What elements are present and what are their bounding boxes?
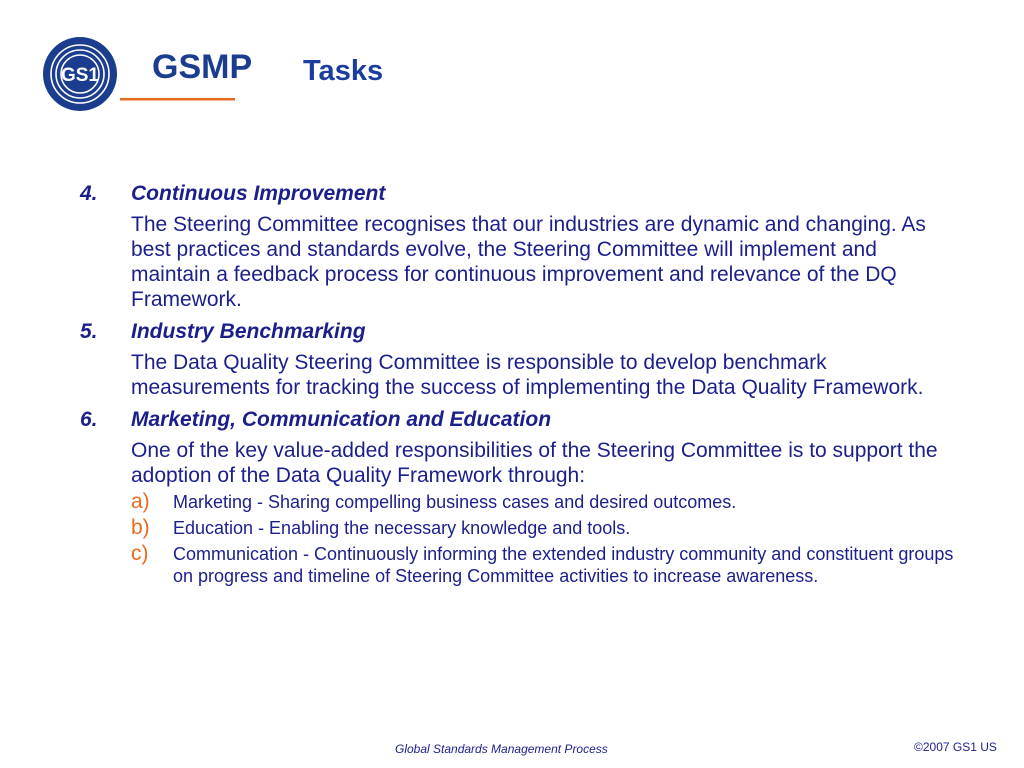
sub-item-letter: c)	[131, 542, 149, 565]
sub-item-letter: a)	[131, 490, 150, 513]
logo-mark-text: GS1	[60, 65, 100, 86]
sub-item-text: Marketing - Sharing compelling business cases and desired outcomes.	[173, 492, 737, 512]
sub-item-text: Education - Enabling the necessary knowledge and tools.	[173, 518, 631, 538]
task-number: 4.	[80, 182, 98, 205]
sub-item-c	[131, 543, 960, 587]
task-heading	[80, 406, 960, 434]
task-body: The Steering Committee recognises that our industries are dynamic and changing. As best practices and standards evolve, the Steering Committee will implement and maintain a feedback process for continuous improvement and relevance of the DQ Framework.	[131, 213, 926, 311]
task-number: 5.	[80, 320, 98, 343]
sub-item-letter: b)	[131, 516, 150, 539]
logo-brand-text: GSMP	[152, 48, 253, 86]
task-body: The Data Quality Steering Committee is responsible to develop benchmark measurements for tracking the success of implementing the Data Quality Framework.	[131, 351, 924, 399]
task-number: 6.	[80, 408, 98, 431]
gs1-gsmp-logo	[42, 36, 253, 112]
task-item-4	[80, 180, 960, 312]
task-heading-text: Continuous Improvement	[131, 182, 386, 205]
footer-copyright: ©2007 GS1 US	[914, 740, 997, 754]
task-heading-text: Industry Benchmarking	[131, 320, 366, 343]
task-item-5	[80, 318, 960, 400]
task-heading	[80, 318, 960, 346]
task-list	[80, 180, 960, 593]
footer-center-text: Global Standards Management Process	[395, 742, 608, 756]
sub-list	[131, 491, 960, 587]
task-heading-text: Marketing, Communication and Education	[131, 408, 552, 431]
task-heading	[80, 180, 960, 208]
slide-title: Tasks	[303, 55, 384, 87]
task-item-6	[80, 406, 960, 587]
sub-item-text: Communication - Continuously informing the extended industry community and constituent groups on progress and timeline of Steering Committee activities to increase awareness.	[173, 544, 954, 586]
task-body: One of the key value-added responsibilities of the Steering Committee is to support the adoption of the Data Quality Framework through:	[131, 439, 938, 487]
sub-item-b	[131, 517, 960, 539]
sub-item-a	[131, 491, 960, 513]
